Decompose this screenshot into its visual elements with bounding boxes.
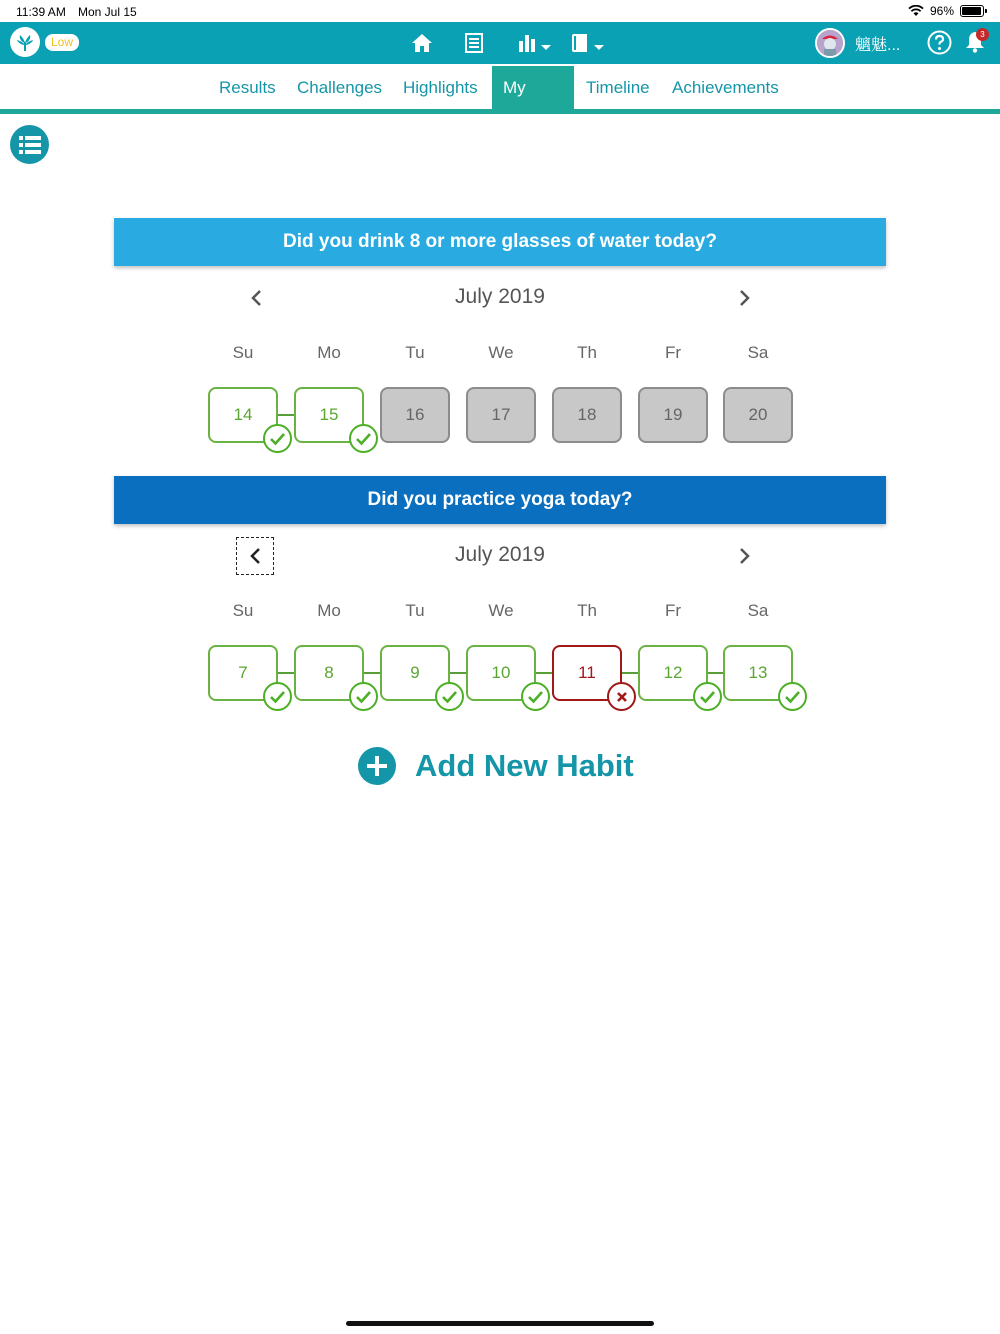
book-dropdown-icon[interactable] (571, 31, 607, 55)
prev-week-button[interactable] (236, 537, 274, 575)
day-cell[interactable] (208, 387, 278, 443)
day-cell[interactable] (552, 645, 622, 701)
day-number: 20 (748, 405, 768, 424)
day-cell (723, 387, 793, 443)
status-indicators (908, 4, 984, 18)
streak-connector (450, 672, 466, 674)
missed-x-icon (607, 682, 636, 711)
day-cell[interactable] (294, 645, 364, 701)
tab-timeline[interactable]: Timeline (586, 78, 650, 97)
habit-question-header: Did you drink 8 or more glasses of water today? (114, 218, 886, 266)
day-number: 7 (238, 663, 248, 682)
day-number: 19 (663, 405, 683, 424)
app-logo-icon[interactable] (10, 27, 40, 57)
tab-highlights[interactable]: Highlights (403, 78, 478, 97)
chart-dropdown-icon[interactable] (518, 31, 554, 55)
day-cell[interactable] (466, 645, 536, 701)
day-number: 13 (748, 663, 768, 682)
home-icon[interactable] (411, 31, 433, 55)
report-icon[interactable] (465, 31, 483, 55)
day-cell[interactable] (723, 645, 793, 701)
day-number: 14 (233, 405, 253, 424)
check-circle-icon (521, 682, 550, 711)
weekday-label: Fr (664, 343, 682, 362)
chevron-right-icon (739, 547, 751, 565)
user-name: 魑魅... (855, 36, 901, 54)
check-circle-icon (435, 682, 464, 711)
weekday-label: We (488, 601, 514, 620)
next-week-button[interactable] (725, 538, 765, 574)
battery-percent: 96% (929, 4, 954, 18)
check-circle-icon (349, 682, 378, 711)
day-cell (638, 387, 708, 443)
day-number: 15 (319, 405, 339, 424)
streak-connector (536, 672, 552, 674)
add-new-habit-button[interactable] (358, 747, 634, 785)
day-number: 12 (663, 663, 683, 682)
chevron-left-icon (249, 547, 261, 565)
tab-results[interactable]: Results (219, 78, 276, 97)
month-title: July 2019 (455, 285, 545, 308)
day-number: 10 (491, 663, 511, 682)
list-icon (19, 136, 41, 154)
tabs-underline (0, 109, 1000, 114)
list-view-button[interactable] (10, 125, 49, 164)
weekday-label: Mo (317, 343, 341, 362)
habit-question-header: Did you practice yoga today? (114, 476, 886, 524)
status-bar (0, 0, 1000, 22)
status-date: Mon Jul 15 (78, 5, 137, 19)
user-profile[interactable] (815, 28, 900, 58)
app-header (0, 22, 1000, 64)
day-cell[interactable] (294, 387, 364, 443)
streak-connector (278, 414, 294, 416)
weekday-label: Sa (747, 601, 769, 620)
day-cell[interactable] (208, 645, 278, 701)
weekday-label: Th (577, 343, 597, 362)
check-circle-icon (349, 424, 378, 453)
streak-connector (622, 672, 638, 674)
day-cell (466, 387, 536, 443)
help-icon[interactable] (927, 30, 952, 60)
prev-week-button[interactable] (236, 280, 276, 316)
check-circle-icon (693, 682, 722, 711)
month-title: July 2019 (455, 543, 545, 566)
weekday-label: Sa (747, 343, 769, 362)
tab-my-plan[interactable]: My Plan (492, 66, 574, 110)
day-number: 18 (577, 405, 597, 424)
plus-circle-icon (358, 747, 396, 785)
risk-badge: Low (45, 34, 79, 51)
check-circle-icon (778, 682, 807, 711)
tab-achievements[interactable]: Achievements (672, 78, 779, 97)
streak-connector (364, 672, 380, 674)
status-time: 11:39 AM (16, 5, 66, 19)
day-cell (380, 387, 450, 443)
day-number: 9 (410, 663, 420, 682)
weekday-label: Tu (405, 343, 425, 362)
check-circle-icon (263, 424, 292, 453)
weekday-label: Tu (405, 601, 425, 620)
weekday-label: Th (577, 601, 597, 620)
day-cell (552, 387, 622, 443)
tab-challenges[interactable]: Challenges (297, 78, 383, 97)
check-circle-icon (263, 682, 292, 711)
day-number: 8 (324, 663, 334, 682)
day-number: 11 (578, 663, 596, 682)
weekday-label: Su (232, 601, 254, 620)
battery-icon (960, 5, 984, 17)
weekday-label: Su (232, 343, 254, 362)
notification-badge: 3 (976, 28, 989, 41)
day-number: 17 (491, 405, 511, 424)
add-new-habit-label: Add New Habit (415, 748, 634, 783)
weekday-label: Mo (317, 601, 341, 620)
wifi-icon (908, 5, 924, 17)
chevron-right-icon (739, 289, 751, 307)
section-tabs (0, 64, 1000, 141)
weekday-label: Fr (664, 601, 682, 620)
weekday-label: We (488, 343, 514, 362)
streak-connector (278, 672, 294, 674)
day-cell[interactable] (638, 645, 708, 701)
avatar[interactable] (815, 28, 845, 58)
day-number: 16 (405, 405, 425, 424)
next-week-button[interactable] (725, 280, 765, 316)
streak-connector (708, 672, 723, 674)
chevron-left-icon (250, 289, 262, 307)
home-indicator (346, 1321, 654, 1326)
day-cell[interactable] (380, 645, 450, 701)
